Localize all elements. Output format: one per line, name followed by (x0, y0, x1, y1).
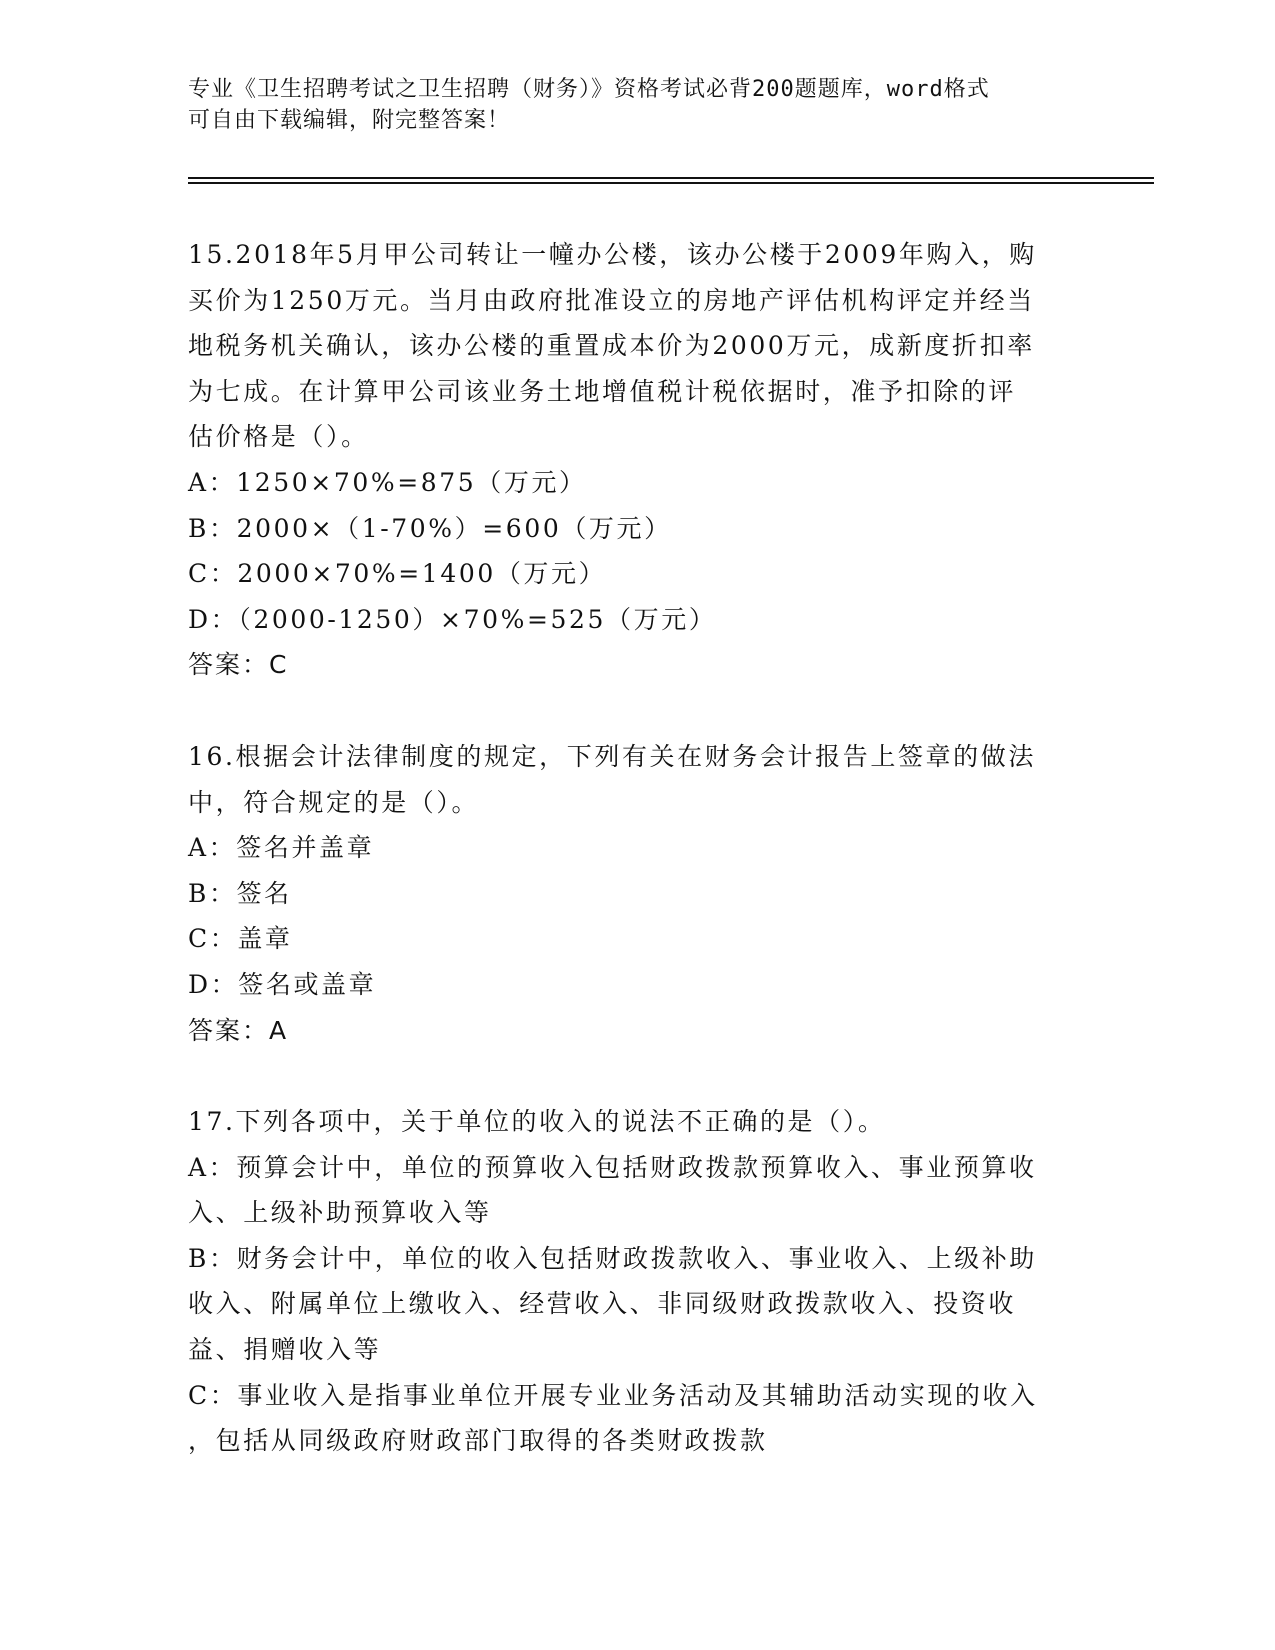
option-b-continued: 收入、附属单位上缴收入、经营收入、非同级财政拨款收入、投资收 (188, 1289, 1017, 1319)
question-15 (188, 232, 1068, 688)
option-c: C：事业收入是指事业单位开展专业业务活动及其辅助活动实现的收入 (188, 1380, 1038, 1410)
option-b: B：2000×（1-70%）=600（万元） (188, 513, 672, 543)
answer-label: 答案：A (188, 1015, 289, 1045)
option-c: C：2000×70%=1400（万元） (188, 559, 607, 589)
question-stem-line: 估价格是（）。 (188, 422, 369, 452)
option-b: B：签名 (188, 878, 292, 908)
question-stem-line: 16.根据会计法律制度的规定，下列有关在财务会计报告上签章的做法 (188, 741, 1036, 771)
header-line-1: 专业《卫生招聘考试之卫生招聘（财务）》资格考试必背200题题库，word格式 (188, 77, 990, 102)
option-a-continued: 入、上级补助预算收入等 (188, 1198, 492, 1228)
question-list (188, 232, 1068, 1510)
option-d: D：签名或盖章 (188, 969, 377, 999)
option-c-continued: ，包括从同级政府财政部门取得的各类财政拨款 (188, 1426, 768, 1456)
question-17 (188, 1099, 1068, 1464)
header-divider-thick (188, 177, 1154, 179)
option-a: A：1250×70%=875（万元） (188, 467, 587, 497)
question-stem-line: 地税务机关确认，该办公楼的重置成本价为2000万元，成新度折扣率 (188, 331, 1035, 361)
option-a: A：签名并盖章 (188, 833, 375, 863)
option-a: A：预算会计中，单位的预算收入包括财政拨款预算收入、事业预算收 (188, 1152, 1037, 1182)
header-divider-thin (188, 182, 1154, 184)
question-16 (188, 734, 1068, 1053)
option-d: D：（2000-1250）×70%=525（万元） (188, 604, 717, 634)
answer-label: 答案：C (188, 650, 289, 680)
question-stem-line: 15.2018年5月甲公司转让一幢办公楼，该办公楼于2009年购入，购 (188, 240, 1037, 269)
option-b-continued: 益、捐赠收入等 (188, 1335, 382, 1365)
question-stem-line: 为七成。在计算甲公司该业务土地增值税计税依据时，准予扣除的评 (188, 376, 1017, 406)
header-line-2: 可自由下载编辑，附完整答案！ (188, 108, 511, 133)
question-stem-line: 买价为1250万元。当月由政府批准设立的房地产评估机构评定并经当 (188, 285, 1035, 315)
question-stem-line: 中，符合规定的是（）。 (188, 787, 480, 817)
question-stem-line: 17.下列各项中，关于单位的收入的说法不正确的是（）。 (188, 1107, 886, 1137)
option-c: C：盖章 (188, 924, 293, 954)
option-b: B：财务会计中，单位的收入包括财政拨款收入、事业收入、上级补助 (188, 1243, 1037, 1273)
document-header (188, 74, 1068, 136)
